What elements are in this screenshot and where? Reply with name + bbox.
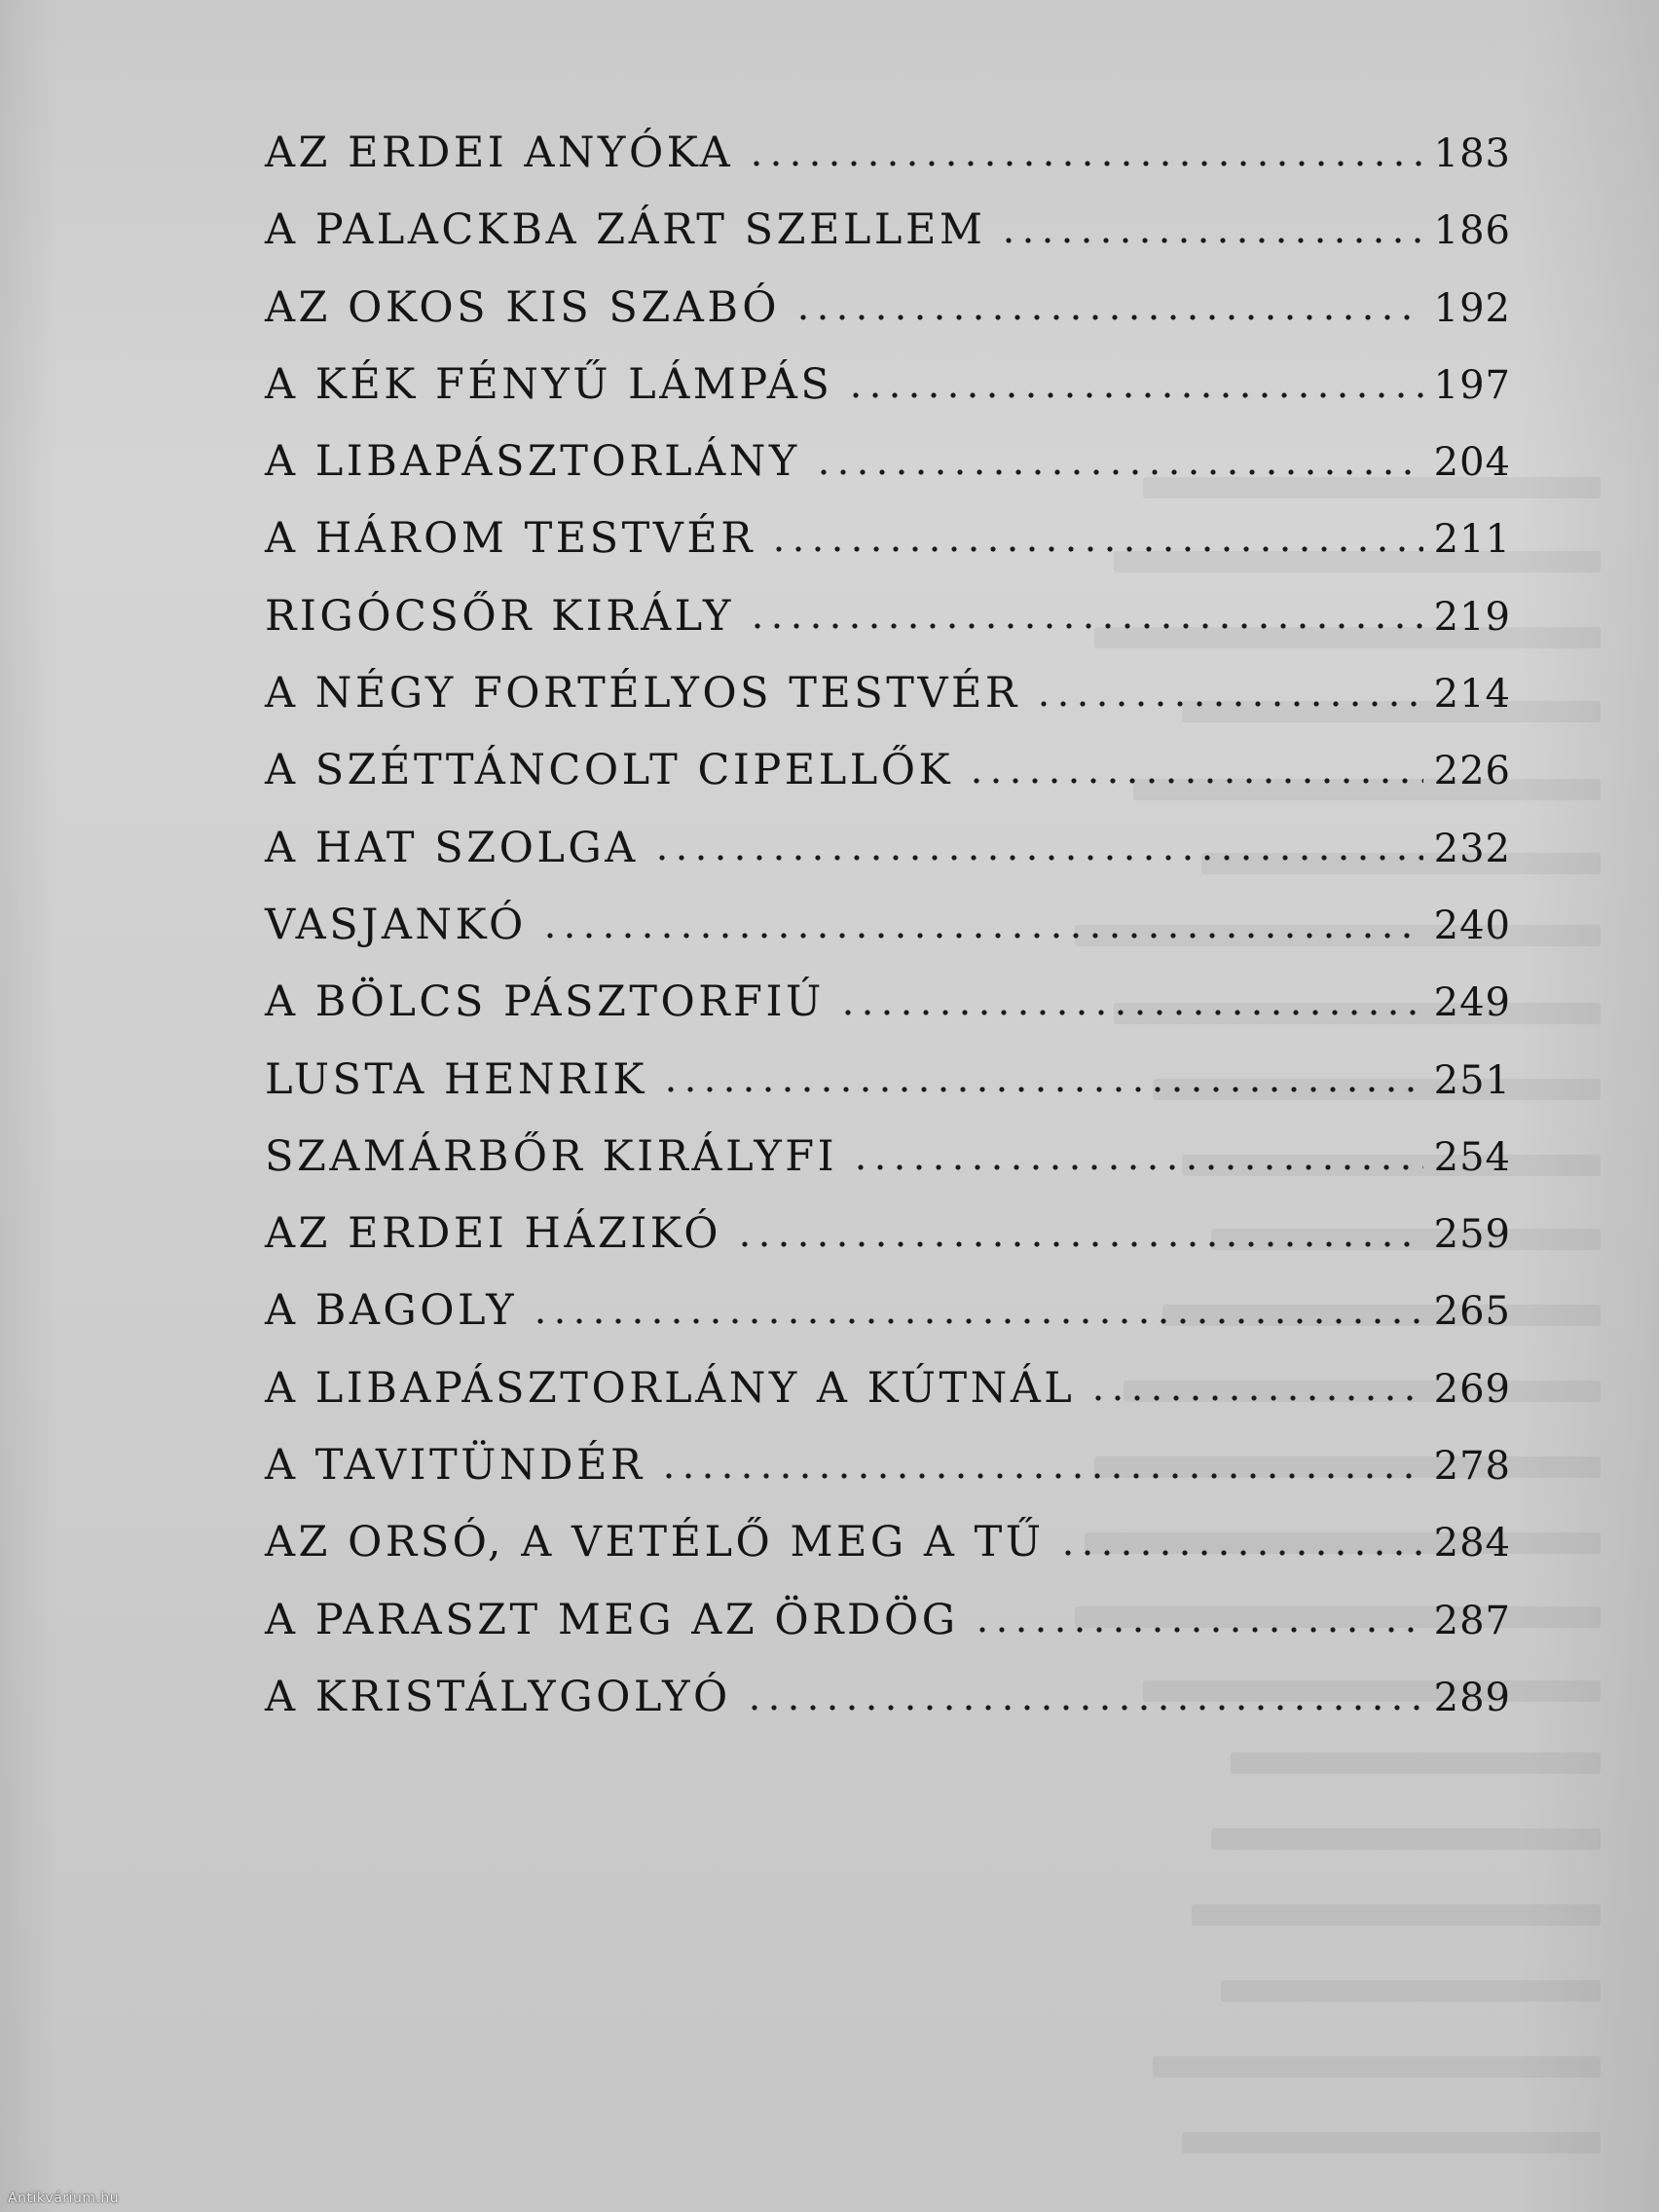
dot-leader bbox=[661, 1080, 1423, 1099]
toc-entry bbox=[265, 500, 1511, 577]
dot-leader bbox=[652, 848, 1423, 867]
dot-leader bbox=[531, 1311, 1423, 1331]
toc-entry-title: A LIBAPÁSZTORLÁNY A KÚTNÁL bbox=[265, 1363, 1076, 1413]
dot-leader bbox=[1088, 1388, 1423, 1408]
toc-entry-title: SZAMÁRBŐR KIRÁLYFI bbox=[265, 1131, 838, 1181]
dot-leader bbox=[769, 539, 1423, 559]
toc-entry bbox=[265, 424, 1511, 500]
dot-leader bbox=[735, 1235, 1423, 1254]
watermark: Antikvárium.hu bbox=[8, 2191, 120, 2206]
toc-entry-title: AZ ORSÓ, A VETÉLŐ MEG A TŰ bbox=[265, 1518, 1045, 1567]
toc-entry-page: 254 bbox=[1433, 1134, 1511, 1180]
dot-leader bbox=[999, 231, 1423, 250]
toc-entry-page: 251 bbox=[1433, 1057, 1511, 1103]
toc-entry bbox=[265, 655, 1511, 732]
toc-entry-page: 265 bbox=[1433, 1289, 1511, 1335]
toc-entry-page: 204 bbox=[1433, 440, 1511, 486]
toc-entry-title: A KRISTÁLYGOLYÓ bbox=[265, 1672, 731, 1721]
toc-entry bbox=[265, 1042, 1511, 1119]
toc-entry-page: 249 bbox=[1433, 980, 1511, 1026]
toc-entry-page: 289 bbox=[1433, 1675, 1511, 1720]
dot-leader bbox=[793, 308, 1423, 327]
toc-entry-page: 183 bbox=[1433, 131, 1511, 176]
toc-entry-page: 214 bbox=[1433, 672, 1511, 718]
toc-entry-title: LUSTA HENRIK bbox=[265, 1054, 647, 1104]
toc-entry-page: 259 bbox=[1433, 1212, 1511, 1258]
toc-entry-page: 192 bbox=[1433, 285, 1511, 331]
toc-entry-page: 219 bbox=[1433, 594, 1511, 640]
toc-entry-title: A HAT SZOLGA bbox=[265, 823, 639, 872]
toc-entry-title: A TAVITÜNDÉR bbox=[265, 1441, 645, 1491]
toc-entry bbox=[265, 732, 1511, 809]
toc-entry-title: A NÉGY FORTÉLYOS TESTVÉR bbox=[265, 669, 1020, 719]
dot-leader bbox=[659, 1466, 1423, 1486]
toc-entry-title: A KÉK FÉNYŰ LÁMPÁS bbox=[265, 359, 833, 409]
toc-entry-title: A SZÉTTÁNCOLT CIPELLŐK bbox=[265, 746, 954, 795]
toc-entry-title: A HÁROM TESTVÉR bbox=[265, 514, 756, 564]
toc-entry-page: 186 bbox=[1433, 208, 1511, 254]
toc-entry-title: A LIBAPÁSZTORLÁNY bbox=[265, 437, 800, 487]
toc-entry-title: A BAGOLY bbox=[265, 1286, 518, 1336]
toc-entry-title: VASJANKÓ bbox=[265, 900, 527, 949]
table-of-contents bbox=[265, 115, 1511, 1736]
dot-leader bbox=[846, 386, 1423, 405]
dot-leader bbox=[973, 1620, 1423, 1640]
toc-entry-page: 232 bbox=[1433, 826, 1511, 871]
dot-leader bbox=[747, 154, 1423, 173]
dot-leader bbox=[745, 1698, 1423, 1717]
toc-entry-page: 278 bbox=[1433, 1444, 1511, 1490]
dot-leader bbox=[748, 616, 1423, 636]
toc-entry-title: RIGÓCSŐR KIRÁLY bbox=[265, 591, 734, 641]
toc-entry bbox=[265, 1272, 1511, 1349]
dot-leader bbox=[1034, 694, 1423, 714]
toc-entry bbox=[265, 887, 1511, 964]
toc-entry bbox=[265, 578, 1511, 655]
toc-entry bbox=[265, 1196, 1511, 1272]
toc-entry bbox=[265, 347, 1511, 424]
toc-entry-page: 197 bbox=[1433, 362, 1511, 408]
toc-entry-title: A BÖLCS PÁSZTORFIÚ bbox=[265, 977, 825, 1027]
toc-entry-title: A PARASZT MEG AZ ÖRDÖG bbox=[265, 1595, 959, 1644]
toc-entry bbox=[265, 115, 1511, 192]
dot-leader bbox=[540, 926, 1423, 945]
toc-entry bbox=[265, 1119, 1511, 1196]
toc-entry-page: 240 bbox=[1433, 903, 1511, 948]
toc-entry bbox=[265, 964, 1511, 1041]
toc-entry-title: AZ ERDEI ANYÓKA bbox=[265, 129, 734, 177]
dot-leader bbox=[1058, 1543, 1423, 1563]
toc-entry-title: AZ ERDEI HÁZIKÓ bbox=[265, 1209, 722, 1259]
toc-entry-page: 226 bbox=[1433, 749, 1511, 794]
dot-leader bbox=[967, 771, 1423, 791]
toc-entry-page: 211 bbox=[1433, 517, 1511, 563]
toc-entry-page: 284 bbox=[1433, 1521, 1511, 1567]
toc-entry bbox=[265, 192, 1511, 269]
toc-entry bbox=[265, 1659, 1511, 1736]
dot-leader bbox=[814, 462, 1423, 482]
toc-entry-title: AZ OKOS KIS SZABÓ bbox=[265, 282, 780, 332]
toc-entry bbox=[265, 1504, 1511, 1581]
dot-leader bbox=[838, 1003, 1423, 1022]
toc-entry bbox=[265, 1427, 1511, 1504]
toc-entry-page: 269 bbox=[1433, 1366, 1511, 1412]
toc-entry bbox=[265, 270, 1511, 347]
toc-entry bbox=[265, 810, 1511, 887]
dot-leader bbox=[851, 1158, 1423, 1177]
toc-entry bbox=[265, 1582, 1511, 1659]
toc-entry bbox=[265, 1350, 1511, 1427]
toc-entry-page: 287 bbox=[1433, 1598, 1511, 1643]
toc-entry-title: A PALACKBA ZÁRT SZELLEM bbox=[265, 205, 986, 255]
